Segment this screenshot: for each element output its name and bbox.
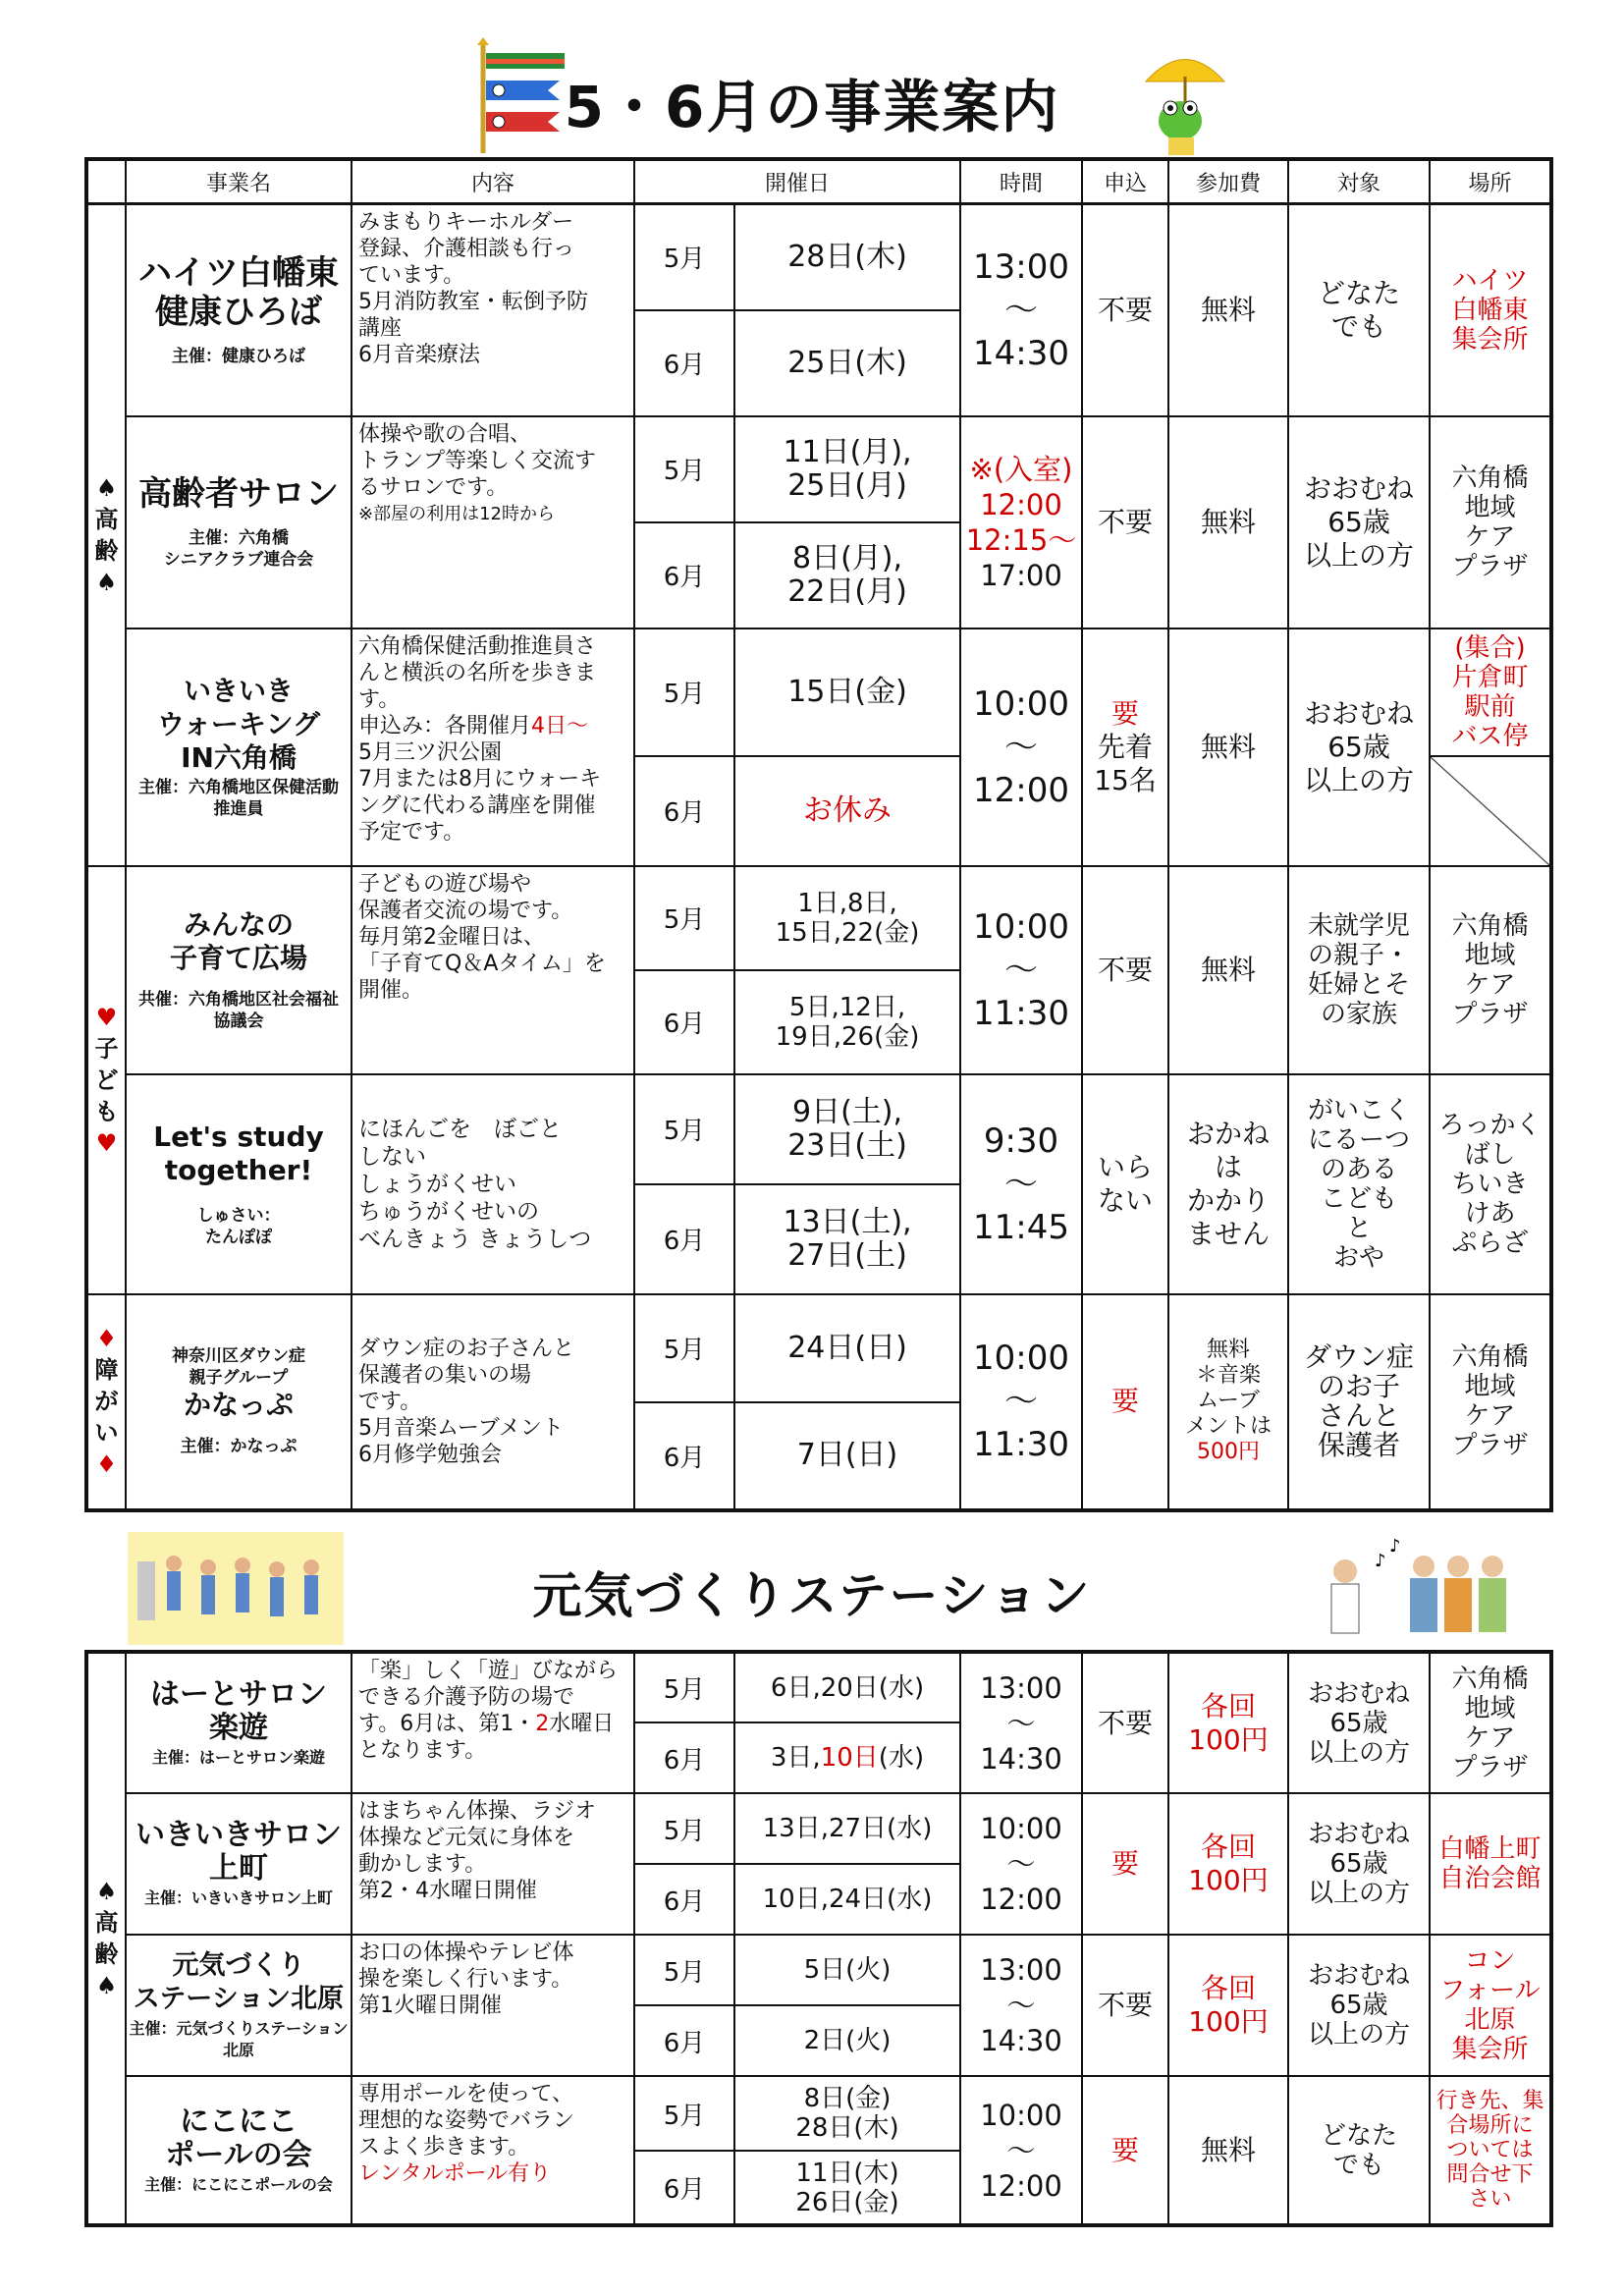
month-cell: 5月 xyxy=(634,204,734,310)
apply-cell: 不要 xyxy=(1082,416,1168,629)
event-name: 神奈川区ダウン症 親子グループ かなっぷ 主催：かなっぷ xyxy=(126,1294,352,1510)
target-cell: がいこく にるーつ のある こども と おや xyxy=(1288,1074,1430,1294)
time-cell: 10:00 〜 12:00 xyxy=(960,2076,1082,2225)
month-cell: 6月 xyxy=(634,2151,734,2225)
category-elderly: ♠ 高 齢 ♠ xyxy=(86,1652,126,2225)
fee-cell: 無料 xyxy=(1168,866,1288,1074)
event-name: いきいきサロン 上町 主催：いきいきサロン上町 xyxy=(126,1793,352,1935)
date-cell: お休み xyxy=(734,756,960,866)
table-row xyxy=(86,416,1551,522)
header-blank xyxy=(86,159,126,204)
time-cell: ※(入室) 12:00 12:15〜 17:00 xyxy=(960,416,1082,629)
target-cell: ダウン症 のお子 さんと 保護者 xyxy=(1288,1294,1430,1510)
date-cell: 10日,24日(水) xyxy=(734,1864,960,1935)
table-row xyxy=(86,1793,1551,1864)
table-row xyxy=(86,1935,1551,2005)
table-row xyxy=(86,1294,1551,1402)
month-cell: 5月 xyxy=(634,416,734,522)
month-cell: 5月 xyxy=(634,1793,734,1864)
month-cell: 5月 xyxy=(634,1652,734,1722)
date-cell: 13日,27日(水) xyxy=(734,1793,960,1864)
header-fee: 参加費 xyxy=(1168,159,1288,204)
apply-cell: 要 xyxy=(1082,2076,1168,2225)
event-description: はまちゃん体操、ラジオ 体操など元気に身体を 動かします。 第2・4水曜日開催 xyxy=(352,1793,634,1935)
event-description: にほんごを ぼごと しない しょうがくせい ちゅうがくせいの べんきょう きょうしつ xyxy=(352,1074,634,1294)
schedule-table-main xyxy=(84,157,1553,1512)
svg-text:♪: ♪ xyxy=(1375,1551,1386,1571)
fee-cell: 各回 100円 xyxy=(1168,1935,1288,2076)
month-cell: 5月 xyxy=(634,866,734,970)
fee-cell: 無料 xyxy=(1168,204,1288,416)
time-cell: 10:00 〜 11:30 xyxy=(960,1294,1082,1510)
event-description: 体操や歌の合唱、 トランプ等楽しく交流す るサロンです。 ※部屋の利用は12時から xyxy=(352,416,634,629)
date-cell: 8日(金) 28日(木) xyxy=(734,2076,960,2151)
place-cell: コン フォール 北原 集会所 xyxy=(1430,1935,1551,2076)
apply-cell: 要 先着 15名 xyxy=(1082,629,1168,866)
event-name: はーとサロン 楽遊 主催：はーとサロン楽遊 xyxy=(126,1652,352,1793)
date-cell: 25日(木) xyxy=(734,310,960,416)
table-row xyxy=(86,1074,1551,1184)
event-name: みんなの 子育て広場 共催：六角橋地区社会福祉 協議会 xyxy=(126,866,352,1074)
place-cell: 白幡上町 自治会館 xyxy=(1430,1793,1551,1935)
date-cell: 11日(月), 25日(月) xyxy=(734,416,960,522)
month-cell: 6月 xyxy=(634,970,734,1074)
place-cell: 六角橋 地域 ケア プラザ xyxy=(1430,866,1551,1074)
target-cell: おおむね 65歳 以上の方 xyxy=(1288,629,1430,866)
date-cell: 5日,12日, 19日,26(金) xyxy=(734,970,960,1074)
fee-cell: 各回 100円 xyxy=(1168,1652,1288,1793)
header-event: 事業名 xyxy=(126,159,352,204)
schedule-table-station xyxy=(84,1650,1553,2227)
target-cell: おおむね 65歳 以上の方 xyxy=(1288,1793,1430,1935)
month-cell: 6月 xyxy=(634,310,734,416)
month-cell: 6月 xyxy=(634,756,734,866)
fee-cell: 各回 100円 xyxy=(1168,1793,1288,1935)
date-cell: 15日(金) xyxy=(734,629,960,756)
date-cell: 11日(木) 26日(金) xyxy=(734,2151,960,2225)
table-row xyxy=(86,1652,1551,1722)
place-cell: 六角橋 地域 ケア プラザ xyxy=(1430,416,1551,629)
event-description: みまもりキーホルダー 登録、介護相談も行っ ています。 5月消防教室・転倒予防 講座 6月音楽療法 xyxy=(352,204,634,416)
month-cell: 5月 xyxy=(634,1074,734,1184)
target-cell: どなた でも xyxy=(1288,204,1430,416)
target-cell: おおむね 65歳 以上の方 xyxy=(1288,1652,1430,1793)
month-cell: 5月 xyxy=(634,1294,734,1402)
date-cell: 3日,10日(水) xyxy=(734,1722,960,1793)
date-cell: 9日(土), 23日(土) xyxy=(734,1074,960,1184)
time-cell: 13:00 〜 14:30 xyxy=(960,1652,1082,1793)
category-elderly: ♠ 高 齢 ♠ xyxy=(86,204,126,866)
date-cell: 7日(日) xyxy=(734,1402,960,1510)
event-description: 専用ポールを使って、 理想的な姿勢でバラン スよく歩きます。 レンタルポール有り xyxy=(352,2076,634,2225)
date-cell: 6日,20日(水) xyxy=(734,1652,960,1722)
time-cell: 9:30 〜 11:45 xyxy=(960,1074,1082,1294)
target-cell: おおむね 65歳 以上の方 xyxy=(1288,416,1430,629)
month-cell: 5月 xyxy=(634,2076,734,2151)
apply-cell: 不要 xyxy=(1082,1935,1168,2076)
event-description: 六角橋保健活動推進員さ んと横浜の名所を歩きま す。 申込み：各開催月4日〜 5月三ツ沢公園 7月または8月にウォーキ ングに代わる講座を開催 予定です。 xyxy=(352,629,634,866)
table-row xyxy=(86,629,1551,756)
table-row xyxy=(86,866,1551,970)
target-cell: 未就学児 の親子・ 妊婦とそ の家族 xyxy=(1288,866,1430,1074)
apply-cell: 要 xyxy=(1082,1793,1168,1935)
date-cell: 24日(日) xyxy=(734,1294,960,1402)
apply-cell: 不要 xyxy=(1082,204,1168,416)
event-name: にこにこ ポールの会 主催：にこにこポールの会 xyxy=(126,2076,352,2225)
header-row xyxy=(86,159,1551,204)
header-content: 内容 xyxy=(352,159,634,204)
apply-cell: 不要 xyxy=(1082,1652,1168,1793)
apply-cell: 要 xyxy=(1082,1294,1168,1510)
date-cell: 13日(土), 27日(土) xyxy=(734,1184,960,1294)
month-cell: 6月 xyxy=(634,1864,734,1935)
month-cell: 6月 xyxy=(634,1722,734,1793)
event-name: ハイツ白幡東 健康ひろば 主催：健康ひろば xyxy=(126,204,352,416)
table-row xyxy=(86,204,1551,310)
fee-cell: 無料 xyxy=(1168,2076,1288,2225)
category-children: ♥ 子 ど も ♥ xyxy=(86,866,126,1294)
page-title: 5・6月の事業案内 xyxy=(564,74,1060,140)
time-cell: 10:00 〜 12:00 xyxy=(960,629,1082,866)
month-cell: 6月 xyxy=(634,1402,734,1510)
event-description: ダウン症のお子さんと 保護者の集いの場 です。 5月音楽ムーブメント 6月修学勉強会 xyxy=(352,1294,634,1510)
date-cell: 28日(木) xyxy=(734,204,960,310)
month-cell: 6月 xyxy=(634,1184,734,1294)
apply-cell: 不要 xyxy=(1082,866,1168,1074)
event-name: いきいき ウォーキング IN六角橋 主催：六角橋地区保健活動 推進員 xyxy=(126,629,352,866)
place-cell: ろっかく ばし ちいき けあ ぷらざ xyxy=(1430,1074,1551,1294)
header-target: 対象 xyxy=(1288,159,1430,204)
section-title: 元気づくりステーション xyxy=(532,1567,1092,1624)
time-cell: 10:00 〜 11:30 xyxy=(960,866,1082,1074)
event-description: 「楽」しく「遊」びながら できる介護予防の場で す。6月は、第1・2水曜日 となります。 xyxy=(352,1652,634,1793)
month-cell: 5月 xyxy=(634,629,734,756)
place-cell: ハイツ 白幡東 集会所 xyxy=(1430,204,1551,416)
month-cell: 6月 xyxy=(634,522,734,629)
header-apply: 申込 xyxy=(1082,159,1168,204)
target-cell: どなた でも xyxy=(1288,2076,1430,2225)
month-cell: 6月 xyxy=(634,2005,734,2076)
event-name: Let's study together! しゅさい： たんぽぽ xyxy=(126,1074,352,1294)
event-name: 元気づくり ステーション北原 主催：元気づくりステーション 北原 xyxy=(126,1935,352,2076)
place-empty-cell xyxy=(1430,756,1551,866)
date-cell: 1日,8日, 15日,22(金) xyxy=(734,866,960,970)
event-description: お口の体操やテレビ体 操を楽しく行います。 第1火曜日開催 xyxy=(352,1935,634,2076)
header-date: 開催日 xyxy=(634,159,960,204)
event-name: 高齢者サロン 主催：六角橋 シニアクラブ連合会 xyxy=(126,416,352,629)
fee-cell: おかね は かかり ません xyxy=(1168,1074,1288,1294)
event-description: 子どもの遊び場や 保護者交流の場です。 毎月第2金曜日は、 「子育てQ＆Aタイム」を 開催。 xyxy=(352,866,634,1074)
fee-cell: 無料 xyxy=(1168,629,1288,866)
month-cell: 5月 xyxy=(634,1935,734,2005)
target-cell: おおむね 65歳 以上の方 xyxy=(1288,1935,1430,2076)
time-cell: 13:00 〜 14:30 xyxy=(960,1935,1082,2076)
date-cell: 8日(月), 22日(月) xyxy=(734,522,960,629)
fee-cell: 無料 xyxy=(1168,416,1288,629)
category-disability: ♦ 障 が い ♦ xyxy=(86,1294,126,1510)
header-place: 場所 xyxy=(1430,159,1551,204)
apply-cell: いら ない xyxy=(1082,1074,1168,1294)
date-cell: 2日(火) xyxy=(734,2005,960,2076)
date-cell: 5日(火) xyxy=(734,1935,960,2005)
table-row xyxy=(86,2076,1551,2151)
time-cell: 13:00 〜 14:30 xyxy=(960,204,1082,416)
place-cell: (集合) 片倉町 駅前 バス停 xyxy=(1430,629,1551,756)
fee-cell: 無料 ＊音楽 ムーブ メントは 500円 xyxy=(1168,1294,1288,1510)
place-cell: 行き先、集 合場所に ついては 問合せ下 さい xyxy=(1430,2076,1551,2225)
time-cell: 10:00 〜 12:00 xyxy=(960,1793,1082,1935)
header-time: 時間 xyxy=(960,159,1082,204)
place-cell: 六角橋 地域 ケア プラザ xyxy=(1430,1652,1551,1793)
svg-text:♪: ♪ xyxy=(1389,1537,1401,1557)
place-cell: 六角橋 地域 ケア プラザ xyxy=(1430,1294,1551,1510)
